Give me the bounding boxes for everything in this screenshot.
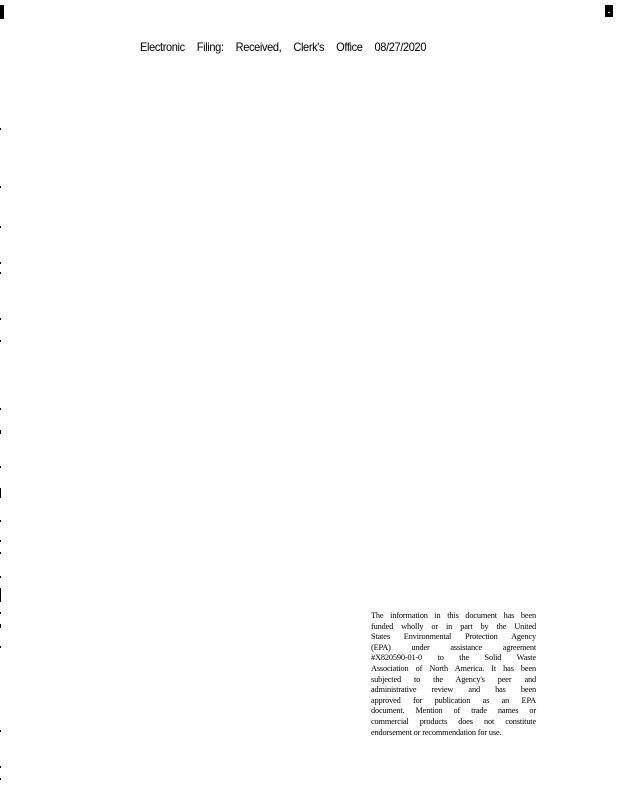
scan-speck (0, 778, 1, 780)
scan-speck (0, 552, 1, 554)
scan-speck (0, 466, 1, 468)
scan-speck (0, 430, 1, 434)
stamp-word: Electronic (140, 40, 185, 54)
scan-speck (0, 488, 1, 498)
disclaimer-line: commercial products does not constitute (371, 716, 536, 726)
scan-speck (0, 186, 1, 188)
electronic-filing-stamp (140, 40, 426, 54)
scan-speck (0, 646, 1, 648)
scan-speck (0, 588, 1, 602)
disclaimer-line: document. Mention of trade names or (371, 706, 536, 716)
scan-speck (0, 624, 1, 628)
disclaimer-line: The information in this document has been (371, 611, 536, 620)
scan-speck (0, 272, 1, 274)
scan-speck (0, 730, 1, 732)
registration-mark-left (0, 5, 4, 19)
scan-speck (0, 318, 1, 320)
scan-speck (0, 612, 1, 614)
scan-speck (0, 408, 1, 410)
disclaimer-line: endorsement or recommendation for use. (371, 727, 502, 737)
stamp-word: Office (336, 40, 363, 54)
epa-disclaimer (371, 611, 536, 738)
scan-speck (0, 520, 1, 522)
registration-mark-right (605, 5, 613, 17)
scan-speck (0, 226, 1, 228)
scan-speck (0, 576, 1, 578)
scan-speck (0, 340, 1, 342)
stamp-word: Received, (235, 40, 282, 54)
stamp-word: Clerk's (293, 40, 325, 54)
scan-speck (0, 262, 1, 264)
disclaimer-line: Association of North America. It has been (371, 663, 536, 673)
disclaimer-line: (EPA) under assistance agreement (371, 642, 536, 652)
scan-speck (0, 540, 1, 542)
disclaimer-line: #X820590-01-0 to the Solid Waste (371, 653, 536, 663)
disclaimer-line: approved for publication as an EPA (371, 695, 536, 705)
stamp-date: 08/27/2020 (374, 40, 427, 54)
disclaimer-line: subjected to the Agency's peer and (371, 674, 536, 684)
disclaimer-line: administrative review and has been (371, 685, 536, 695)
scan-speck (0, 128, 1, 130)
disclaimer-line: States Environmental Protection Agency (371, 632, 536, 642)
disclaimer-line: funded wholly or in part by the United (371, 621, 536, 631)
stamp-word: Filing: (196, 40, 224, 54)
scan-speck (0, 766, 1, 768)
